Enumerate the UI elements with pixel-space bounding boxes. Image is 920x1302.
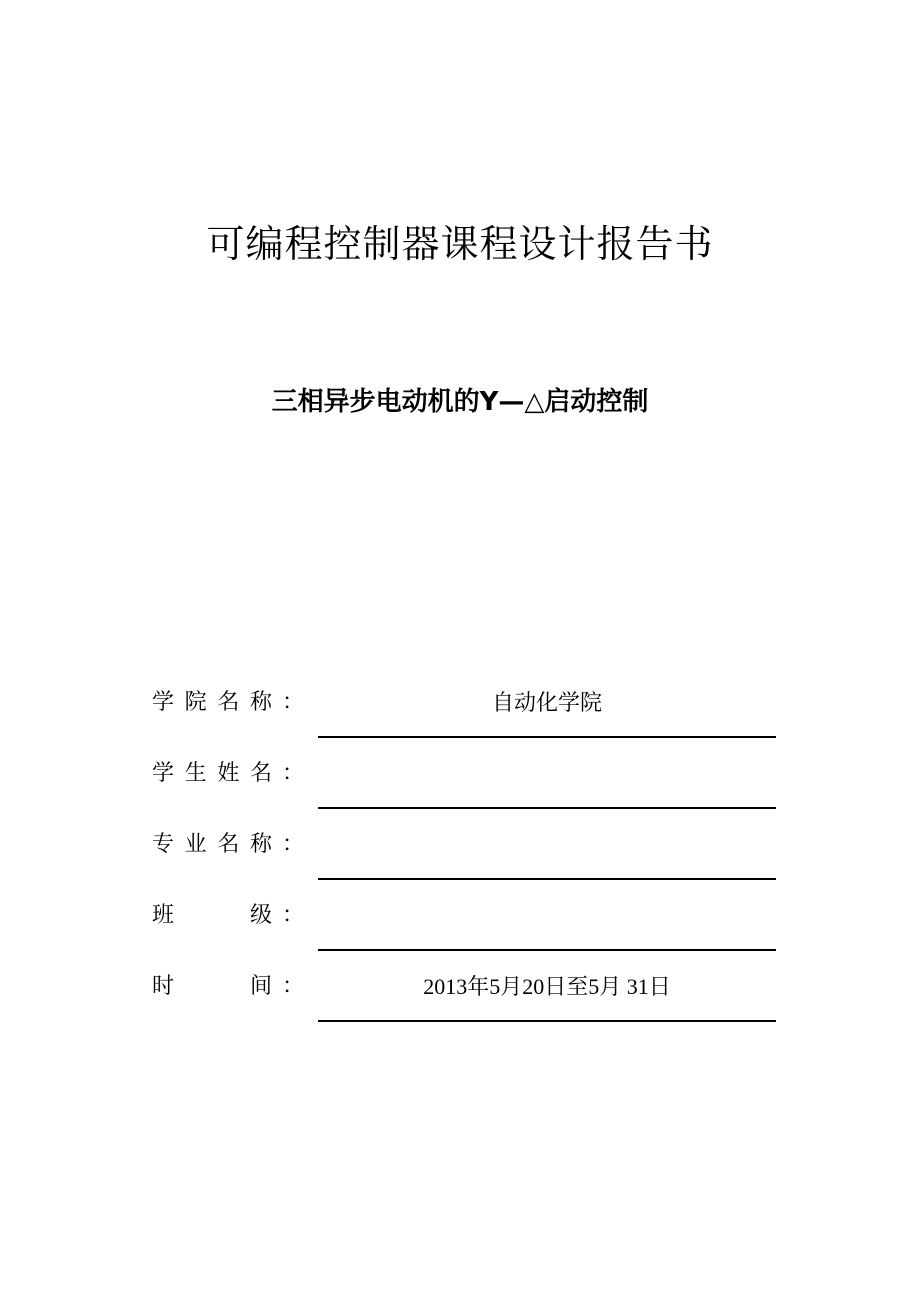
- time-value: 2013年5月20日至5月 31日: [423, 974, 671, 999]
- field-row-student: [0, 757, 920, 829]
- field-underline: [318, 878, 776, 880]
- field-row-college: [0, 686, 920, 758]
- field-underline: [318, 736, 776, 738]
- field-underline: [318, 1020, 776, 1022]
- field-underline: [318, 949, 776, 951]
- field-underline: [318, 807, 776, 809]
- field-colon: ：: [282, 903, 305, 928]
- document-subtitle: 三相异步电动机的Y—△启动控制: [271, 387, 649, 417]
- field-colon: ：: [282, 690, 305, 715]
- field-colon: ：: [282, 761, 305, 786]
- time-label: 时间: [152, 974, 272, 999]
- student-name-label: 学生姓名: [152, 761, 272, 786]
- college-name-label: 学院名称: [152, 690, 272, 715]
- field-row-time: [0, 970, 920, 1042]
- field-colon: ：: [282, 832, 305, 857]
- major-name-label: 专业名称: [152, 832, 272, 857]
- field-row-major: [0, 828, 920, 900]
- document-title: 可编程控制器课程设计报告书: [206, 222, 714, 266]
- class-label: 班级: [152, 903, 272, 928]
- field-row-class: [0, 899, 920, 971]
- college-name-value: 自动化学院: [491, 690, 602, 715]
- field-colon: ：: [282, 974, 305, 999]
